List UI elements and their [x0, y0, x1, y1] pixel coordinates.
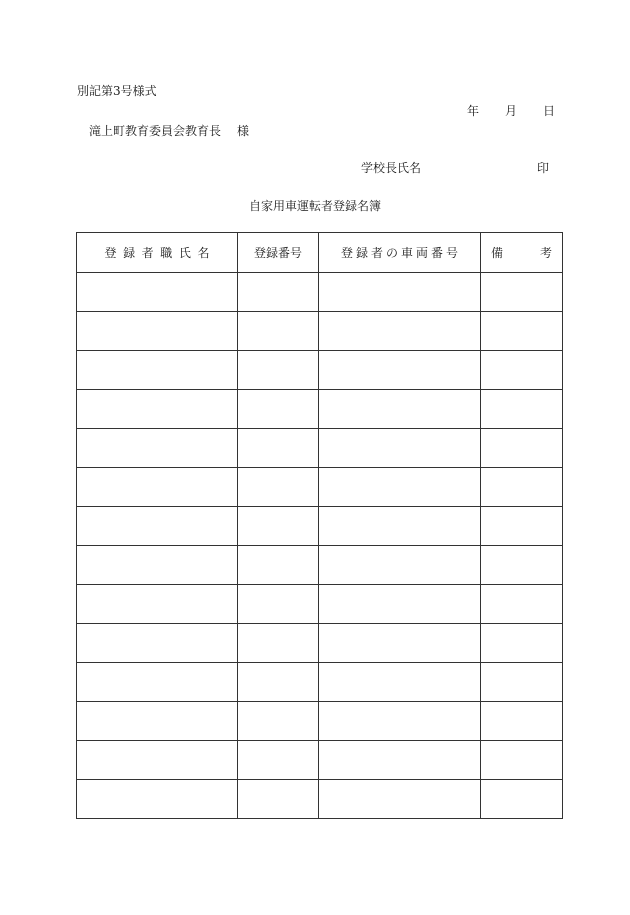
- cell-registration-number[interactable]: [238, 507, 319, 546]
- cell-remarks[interactable]: [481, 507, 563, 546]
- cell-remarks[interactable]: [481, 429, 563, 468]
- cell-remarks[interactable]: [481, 273, 563, 312]
- cell-registration-number[interactable]: [238, 741, 319, 780]
- cell-remarks[interactable]: [481, 741, 563, 780]
- cell-registration-number[interactable]: [238, 780, 319, 819]
- cell-vehicle-number[interactable]: [319, 468, 481, 507]
- cell-registration-number[interactable]: [238, 624, 319, 663]
- cell-remarks[interactable]: [481, 663, 563, 702]
- registration-table: [76, 232, 563, 819]
- table-row: [77, 663, 563, 702]
- cell-registration-number[interactable]: [238, 351, 319, 390]
- cell-vehicle-number[interactable]: [319, 429, 481, 468]
- cell-vehicle-number[interactable]: [319, 780, 481, 819]
- header-vehicle-number: 登録者の車両番号: [319, 233, 481, 273]
- table-row: [77, 390, 563, 429]
- cell-registrant-name[interactable]: [77, 624, 238, 663]
- seal-label: 印: [537, 161, 550, 175]
- cell-vehicle-number[interactable]: [319, 273, 481, 312]
- table-row: [77, 351, 563, 390]
- cell-registration-number[interactable]: [238, 702, 319, 741]
- cell-vehicle-number[interactable]: [319, 741, 481, 780]
- cell-vehicle-number[interactable]: [319, 390, 481, 429]
- date-year-label: 年: [467, 104, 480, 118]
- cell-registrant-name[interactable]: [77, 312, 238, 351]
- cell-registration-number[interactable]: [238, 390, 319, 429]
- cell-remarks[interactable]: [481, 546, 563, 585]
- form-number: 別記第3号様式: [77, 84, 157, 98]
- principal-name-label: 学校長氏名: [361, 161, 422, 175]
- cell-registrant-name[interactable]: [77, 741, 238, 780]
- header-registration-number: 登録番号: [238, 233, 319, 273]
- cell-remarks[interactable]: [481, 702, 563, 741]
- document-title: 自家用車運転者登録名簿: [248, 199, 381, 213]
- table-row: [77, 624, 563, 663]
- cell-vehicle-number[interactable]: [319, 546, 481, 585]
- table-row: [77, 429, 563, 468]
- date-line: [467, 104, 555, 118]
- cell-registrant-name[interactable]: [77, 468, 238, 507]
- cell-registrant-name[interactable]: [77, 702, 238, 741]
- cell-registrant-name[interactable]: [77, 663, 238, 702]
- cell-registrant-name[interactable]: [77, 429, 238, 468]
- cell-registration-number[interactable]: [238, 273, 319, 312]
- table-row: [77, 741, 563, 780]
- cell-registrant-name[interactable]: [77, 507, 238, 546]
- table-row: [77, 312, 563, 351]
- cell-registrant-name[interactable]: [77, 390, 238, 429]
- cell-remarks[interactable]: [481, 312, 563, 351]
- table-row: [77, 468, 563, 507]
- cell-remarks[interactable]: [481, 390, 563, 429]
- cell-remarks[interactable]: [481, 351, 563, 390]
- addressee-honorific: 様: [237, 124, 250, 138]
- table-row: [77, 273, 563, 312]
- cell-vehicle-number[interactable]: [319, 624, 481, 663]
- cell-vehicle-number[interactable]: [319, 507, 481, 546]
- cell-vehicle-number[interactable]: [319, 702, 481, 741]
- header-registrant-name: 登録者職氏名: [77, 233, 238, 273]
- addressee: [89, 124, 249, 138]
- cell-remarks[interactable]: [481, 585, 563, 624]
- cell-remarks[interactable]: [481, 468, 563, 507]
- date-day-label: 日: [543, 104, 556, 118]
- header-remarks: 備 考: [481, 233, 563, 273]
- cell-vehicle-number[interactable]: [319, 312, 481, 351]
- cell-vehicle-number[interactable]: [319, 585, 481, 624]
- cell-registration-number[interactable]: [238, 468, 319, 507]
- cell-registrant-name[interactable]: [77, 546, 238, 585]
- table-row: [77, 702, 563, 741]
- cell-vehicle-number[interactable]: [319, 663, 481, 702]
- cell-registration-number[interactable]: [238, 546, 319, 585]
- cell-registrant-name[interactable]: [77, 585, 238, 624]
- cell-registration-number[interactable]: [238, 312, 319, 351]
- cell-registration-number[interactable]: [238, 585, 319, 624]
- date-month-label: 月: [505, 104, 518, 118]
- cell-registrant-name[interactable]: [77, 780, 238, 819]
- cell-registration-number[interactable]: [238, 429, 319, 468]
- cell-remarks[interactable]: [481, 780, 563, 819]
- addressee-name: 滝上町教育委員会教育長: [89, 124, 222, 138]
- cell-registrant-name[interactable]: [77, 273, 238, 312]
- table-body: [77, 273, 563, 819]
- cell-vehicle-number[interactable]: [319, 351, 481, 390]
- cell-remarks[interactable]: [481, 624, 563, 663]
- table-row: [77, 585, 563, 624]
- table-row: [77, 507, 563, 546]
- table-header-row: [77, 233, 563, 273]
- cell-registration-number[interactable]: [238, 663, 319, 702]
- table-row: [77, 780, 563, 819]
- cell-registrant-name[interactable]: [77, 351, 238, 390]
- table-row: [77, 546, 563, 585]
